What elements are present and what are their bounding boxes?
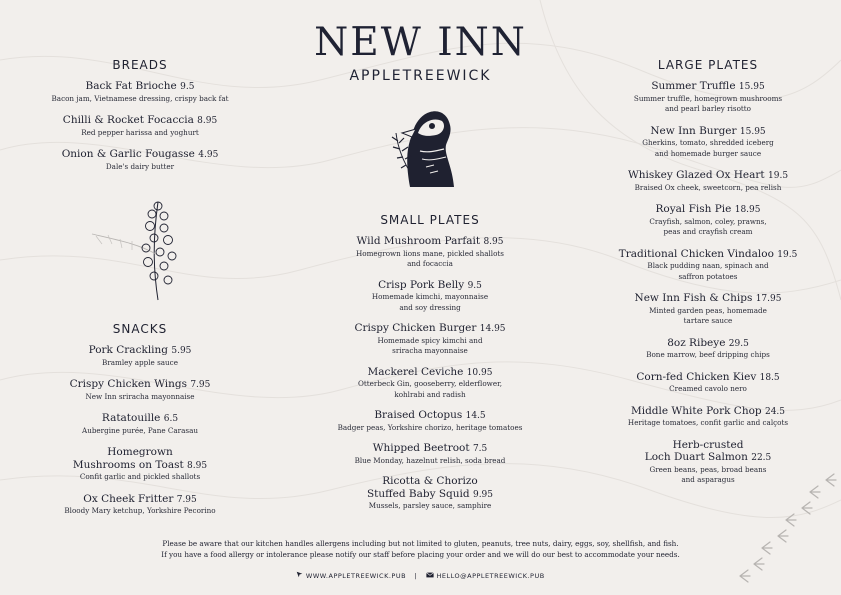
breads-section [40, 58, 240, 182]
item-description: Mussels, parsley sauce, samphire [368, 501, 492, 510]
item-name: Onion & Garlic Fougasse [61, 148, 195, 160]
menu-item [300, 409, 560, 433]
item-name: New Inn Burger [650, 124, 737, 137]
item-price: 18.95 [734, 205, 761, 215]
item-description: and homemade burger sauce [654, 148, 762, 158]
item-name: Crisp Pork Belly [378, 278, 465, 291]
item-description: Minted garden peas, homemade [649, 305, 767, 315]
item-description: Black pudding naan, spinach and [647, 261, 769, 270]
item-name: 8oz Ribeye [667, 336, 726, 349]
website-link[interactable]: WWW.APPLETREEWICK.PUB [305, 571, 407, 580]
menu-item [598, 248, 818, 283]
large-plates-heading: LARGE PLATES [657, 58, 759, 72]
item-description: Badger peas, Yorkshire chorizo, heritage tomatoes [337, 422, 523, 432]
item-price: 9.5 [180, 82, 195, 92]
brand-header [250, 22, 591, 84]
item-description: peas and crayfish cream [663, 227, 753, 236]
item-name: Loch Duart Salmon [644, 451, 748, 463]
menu-item [598, 203, 818, 238]
menu-item [300, 366, 560, 401]
menu-item [598, 80, 818, 115]
item-price: 10.95 [466, 367, 493, 378]
small-plates-section [300, 213, 560, 521]
item-description: and asparagus [681, 475, 735, 484]
menu-item [300, 279, 560, 314]
envelope-icon [426, 572, 434, 580]
item-price: 6.5 [163, 414, 179, 424]
item-description: Gherkins, tomato, shredded iceberg [642, 138, 774, 147]
menu-item [598, 371, 818, 395]
item-description: Bloody Mary ketchup, Yorkshire Pecorino [64, 506, 216, 515]
menu-item [40, 412, 240, 436]
menu-item [40, 148, 240, 172]
item-name: Whipped Beetroot [372, 442, 470, 454]
menu-item [40, 446, 240, 483]
cursor-arrow-icon [296, 571, 303, 580]
item-price: 7.95 [176, 494, 197, 505]
item-description: Green beans, peas, broad beans [649, 464, 767, 474]
item-description: New Inn sriracha mayonnaise [85, 391, 195, 401]
small-plates-heading: SMALL PLATES [380, 213, 480, 227]
item-description: Bone marrow, beef dripping chips [646, 350, 770, 359]
pheasant-icon [382, 103, 460, 189]
email-link[interactable]: HELLO@APPLETREEWICK.PUB [436, 571, 545, 580]
item-name: Whiskey Glazed Ox Heart [627, 169, 765, 181]
menu-item [598, 125, 818, 160]
item-price: 8.95 [197, 116, 218, 126]
item-description: Homemade spicy kimchi and [377, 335, 483, 345]
item-price: 9.95 [472, 489, 494, 500]
menu-item [300, 475, 560, 512]
item-description: and soy dressing [399, 302, 461, 312]
item-price: 15.95 [738, 82, 765, 92]
item-price: 8.95 [483, 237, 504, 247]
item-description: Heritage tomatoes, confit garlic and calçots [627, 418, 789, 427]
item-price: 7.95 [190, 380, 211, 390]
item-name: Herb-crusted [672, 438, 744, 451]
contact-divider: | [414, 571, 418, 580]
item-description: Summer truffle, homegrown mushrooms [633, 93, 783, 103]
item-name: Summer Truffle [651, 80, 736, 92]
item-description: and focaccia [407, 259, 453, 268]
item-price: 15.95 [739, 126, 766, 137]
item-price: 5.95 [171, 346, 192, 356]
item-name: Crispy Chicken Burger [354, 322, 477, 334]
snacks-section [40, 322, 240, 527]
item-name: Braised Octopus [374, 409, 463, 421]
item-name: Mackerel Ceviche [367, 365, 464, 378]
item-name: Chilli & Rocket Focaccia [62, 114, 194, 126]
menu-item [300, 235, 560, 270]
menu-item [300, 442, 560, 466]
item-description: and pearl barley risotto [664, 104, 752, 113]
allergen-line-1: Please be aware that our kitchen handles allergens including but not limited to gluten, peanuts, tree nuts, dairy, eggs, soy, shellfish, and fish. [162, 539, 679, 548]
item-price: 29.5 [728, 338, 749, 349]
item-price: 7.5 [472, 444, 488, 454]
restaurant-location: APPLETREEWICK [349, 68, 492, 84]
item-description: Homemade kimchi, mayonnaise [371, 292, 489, 301]
item-price: 4.95 [198, 150, 219, 160]
item-name: Ox Cheek Fritter [83, 492, 174, 505]
item-description: Bramley apple sauce [102, 357, 178, 367]
item-name: Mushrooms on Toast [72, 458, 184, 471]
item-description: Homegrown lions mane, pickled shallots [356, 248, 504, 258]
menu-item [40, 493, 240, 517]
herb-sprig-icon [88, 194, 198, 302]
item-price: 22.5 [751, 453, 772, 463]
item-price: 9.5 [467, 280, 482, 291]
menu-item [598, 405, 818, 429]
item-name: Ricotta & Chorizo [382, 475, 478, 487]
item-description: saffron potatoes [678, 271, 738, 281]
item-price: 17.95 [755, 294, 782, 304]
item-name: Wild Mushroom Parfait [356, 235, 481, 247]
item-price: 24.5 [764, 406, 786, 417]
item-name: Homegrown [107, 446, 173, 458]
menu-item [40, 114, 240, 138]
item-description: kohlrabi and radish [394, 389, 466, 399]
menu-item [40, 378, 240, 402]
item-description: Aubergine purée, Pane Carasau [82, 425, 198, 435]
item-price: 19.5 [777, 249, 798, 260]
item-description: Dale's dairy butter [105, 161, 175, 171]
item-description: Creamed cavolo nero [669, 384, 747, 393]
item-description: Bacon jam, Vietnamese dressing, crispy back fat [51, 93, 229, 103]
item-description: tartare sauce [683, 316, 733, 325]
item-price: 18.5 [759, 372, 780, 383]
item-name: Pork Crackling [88, 344, 169, 356]
item-name: Royal Fish Pie [655, 203, 732, 215]
item-price: 19.5 [768, 171, 789, 181]
breads-heading: BREADS [112, 58, 168, 72]
item-name: Middle White Pork Chop [630, 404, 762, 417]
item-name: Crispy Chicken Wings [69, 378, 187, 390]
item-name: Ratatouille [101, 412, 161, 424]
menu-item [300, 322, 560, 357]
item-description: Blue Monday, hazelnut relish, soda bread [354, 455, 506, 465]
allergen-notice [120, 538, 721, 560]
item-price: 14.5 [465, 411, 486, 421]
item-name: Traditional Chicken Vindaloo [618, 247, 774, 260]
item-name: New Inn Fish & Chips [634, 292, 753, 304]
menu-item [598, 439, 818, 486]
item-name: Corn-fed Chicken Kiev [636, 370, 757, 383]
item-price: 8.95 [187, 460, 208, 471]
item-description: Confit garlic and pickled shallots [79, 472, 201, 481]
item-description: Crayfish, salmon, coley, prawns, [649, 216, 767, 226]
menu-item [598, 337, 818, 361]
item-description: Braised Ox cheek, sweetcorn, pea relish [634, 182, 782, 192]
restaurant-name: NEW INN [314, 20, 527, 65]
item-description: Otterbeck Gin, gooseberry, elderflower, [357, 379, 502, 388]
menu-item [598, 292, 818, 327]
menu-item [40, 344, 240, 368]
menu-item [598, 169, 818, 193]
item-description: Red pepper harissa and yoghurt [81, 127, 199, 137]
menu-item [40, 80, 240, 104]
item-name: Back Fat Brioche [85, 80, 177, 92]
snacks-heading: SNACKS [112, 322, 168, 336]
allergen-line-2: If you have a food allergy or intolerance please notify our staff before placing your order and we will do our best to accommodate your needs. [161, 550, 680, 559]
item-price: 14.95 [479, 324, 506, 334]
contact-bar [250, 571, 591, 580]
large-plates-section [598, 58, 818, 496]
item-description: sriracha mayonnaise [392, 346, 468, 355]
item-name: Stuffed Baby Squid [366, 487, 470, 500]
